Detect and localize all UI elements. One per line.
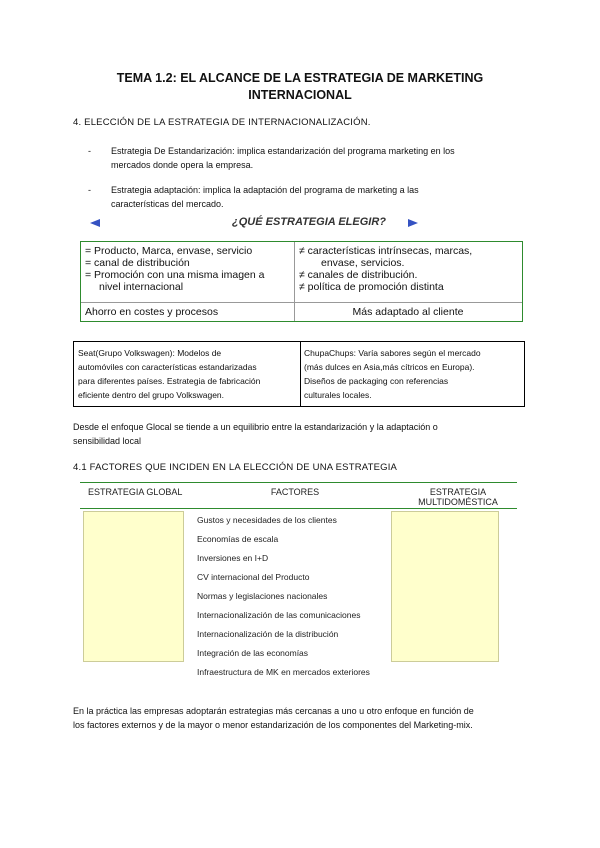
- feature-line: nivel internacional: [99, 281, 184, 293]
- row-divider: [81, 302, 522, 303]
- feature-line: = canal de distribución: [85, 257, 190, 269]
- example-line: culturales locales.: [304, 390, 372, 400]
- paragraph-line: Desde el enfoque Glocal se tiende a un equilibrio entre la estandarización y la adaptación o: [73, 422, 438, 432]
- example-line: Diseños de packaging con referencias: [304, 376, 449, 386]
- factor-item: Internacionalización de la distribución: [197, 629, 339, 639]
- bullet-marker: -: [88, 146, 91, 156]
- multidomestic-strategy-column: [391, 511, 499, 662]
- closing-paragraph: [73, 704, 528, 732]
- bullet-marker: -: [88, 185, 91, 195]
- glocal-paragraph: [73, 420, 528, 448]
- example-line: para diferentes países. Estrategia de fabricación: [78, 376, 261, 386]
- bullet-standardization: [88, 144, 528, 174]
- header-rule: [80, 508, 517, 509]
- column-divider: [300, 342, 301, 406]
- header-global-strategy: ESTRATEGIA GLOBAL: [88, 487, 183, 497]
- paragraph-line: En la práctica las empresas adoptarán estrategias más cercanas a uno u otro enfoque en función de: [73, 706, 474, 716]
- feature-line: = Producto, Marca, envase, servicio: [85, 245, 253, 257]
- title-line-2: INTERNACIONAL: [248, 88, 352, 102]
- bullet-text-line-1: Estrategia adaptación: implica la adaptación del programa de marketing a las: [111, 185, 419, 195]
- header-line: MULTIDOMÉSTICA: [418, 497, 498, 507]
- title-line-1: TEMA 1.2: EL ALCANCE DE LA ESTRATEGIA DE MARKETING: [116, 71, 484, 85]
- feature-line: envase, servicios.: [321, 257, 405, 269]
- bullet-text-line-1: Estrategia De Estandarización: implica estandarización del programa marketing en los: [111, 146, 455, 156]
- feature-line: ≠ características intrínsecas, marcas,: [299, 245, 473, 257]
- paragraph-line: los factores externos y de la mayor o menor estandarización de los componentes del Marketing-mix.: [73, 720, 473, 730]
- standardization-benefit: Ahorro en costes y procesos: [85, 306, 219, 318]
- header-factors: FACTORES: [270, 487, 320, 497]
- bullet-text-line-2: mercados donde opera la empresa.: [111, 160, 254, 170]
- example-seat: [78, 346, 260, 402]
- example-line: ChupaChups: Varía sabores según el mercado: [304, 348, 481, 358]
- bullet-text-line-2: características del mercado.: [111, 199, 224, 209]
- strategy-comparison-table: [80, 208, 523, 322]
- factor-item: Integración de las economías: [197, 648, 309, 658]
- example-chupachups: [304, 346, 481, 402]
- example-line: automóviles con características estandarizadas: [78, 362, 257, 372]
- page-title: [0, 70, 600, 104]
- section-4-heading: 4. ELECCIÓN DE LA ESTRATEGIA DE INTERNACIONALIZACIÓN.: [73, 117, 371, 128]
- header-line: ESTRATEGIA: [429, 487, 487, 497]
- strategy-table-title: ¿QUÉ ESTRATEGIA ELEGIR?: [228, 216, 390, 228]
- factor-item: Internacionalización de las comunicaciones: [197, 610, 361, 620]
- factor-item: Normas y legislaciones nacionales: [197, 591, 328, 601]
- factor-item: Inversiones en I+D: [197, 553, 269, 563]
- factors-table: [80, 482, 517, 682]
- factor-item: Gustos y necesidades de los clientes: [197, 515, 337, 525]
- standardization-features: [85, 245, 264, 293]
- factor-item: CV internacional del Producto: [197, 572, 310, 582]
- example-line: Seat(Grupo Volkswagen): Modelos de: [78, 348, 222, 358]
- examples-table: [73, 341, 525, 407]
- header-multidomestic-strategy: [398, 487, 518, 507]
- adaptation-benefit: Más adaptado al cliente: [352, 306, 464, 318]
- section-4-1-heading: 4.1 FACTORES QUE INCIDEN EN LA ELECCIÓN DE UNA ESTRATEGIA: [73, 462, 398, 473]
- table-top-rule: [80, 482, 517, 483]
- example-line: eficiente dentro del grupo Volkswagen.: [78, 390, 225, 400]
- global-strategy-column: [83, 511, 184, 662]
- feature-line: = Promoción con una misma imagen a: [85, 269, 265, 281]
- strategy-table-header: [80, 208, 523, 238]
- feature-line: ≠ política de promoción distinta: [299, 281, 444, 293]
- adaptation-features: [299, 245, 472, 293]
- strategy-table-grid: [80, 241, 523, 322]
- factor-item: Economías de escala: [197, 534, 279, 544]
- factor-item: Infraestructura de MK en mercados exteriores: [197, 667, 370, 677]
- feature-line: ≠ canales de distribución.: [299, 269, 418, 281]
- paragraph-line: sensibilidad local: [73, 436, 142, 446]
- example-line: (más dulces en Asia,más cítricos en Europa).: [304, 362, 475, 372]
